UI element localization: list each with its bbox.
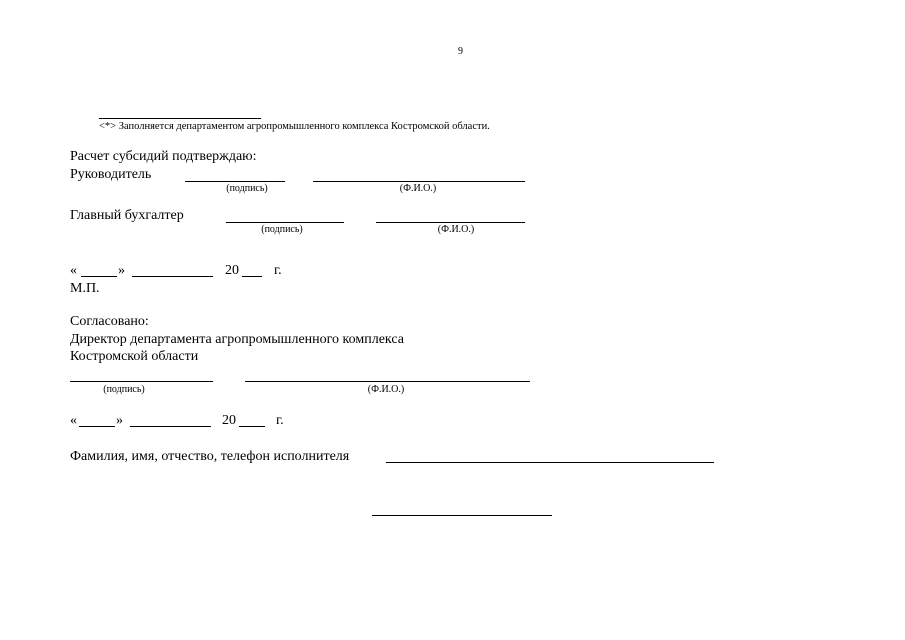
accountant-fio-line <box>376 222 525 223</box>
agreed-line2: Костромской области <box>70 349 199 364</box>
date1-close-quote: » <box>118 263 125 278</box>
director-signature-caption: (подпись) <box>103 384 145 395</box>
date2-month-line <box>130 426 211 427</box>
manager-fio-caption: (Ф.И.О.) <box>399 183 437 194</box>
date2-day-line <box>79 426 115 427</box>
executor-label: Фамилия, имя, отчество, телефон исполнителя <box>70 449 350 464</box>
footnote-text: <*> Заполняется департаментом агропромышленного комплекса Костромской области. <box>99 121 490 132</box>
director-fio-caption: (Ф.И.О.) <box>367 384 405 395</box>
date1-year-line <box>242 276 262 277</box>
director-signature-line <box>70 381 213 382</box>
date2-year-line <box>239 426 265 427</box>
chief-accountant-label: Главный бухгалтер <box>70 208 184 223</box>
page-number: 9 <box>458 46 463 57</box>
date2-year-prefix: 20 <box>222 413 236 428</box>
date1-day-line <box>81 276 117 277</box>
date2-close-quote: » <box>116 413 123 428</box>
agreed-line1: Директор департамента агропромышленного комплекса <box>70 332 404 347</box>
confirm-heading: Расчет субсидий подтверждаю: <box>70 149 257 164</box>
manager-signature-line <box>185 181 285 182</box>
agreed-heading: Согласовано: <box>70 314 149 329</box>
footnote-separator <box>99 118 261 119</box>
date2-year-suffix: г. <box>276 413 284 428</box>
date1-year-suffix: г. <box>274 263 282 278</box>
manager-label: Руководитель <box>70 167 152 182</box>
executor-line <box>386 462 714 463</box>
bottom-separator <box>372 515 552 516</box>
accountant-signature-line <box>226 222 344 223</box>
date1-open-quote: « <box>70 263 77 278</box>
date2-open-quote: « <box>70 413 77 428</box>
director-fio-line <box>245 381 530 382</box>
accountant-fio-caption: (Ф.И.О.) <box>437 224 475 235</box>
accountant-signature-caption: (подпись) <box>261 224 303 235</box>
manager-signature-caption: (подпись) <box>226 183 268 194</box>
stamp-label: М.П. <box>70 281 100 296</box>
date1-year-prefix: 20 <box>225 263 239 278</box>
date1-month-line <box>132 276 213 277</box>
manager-fio-line <box>313 181 525 182</box>
